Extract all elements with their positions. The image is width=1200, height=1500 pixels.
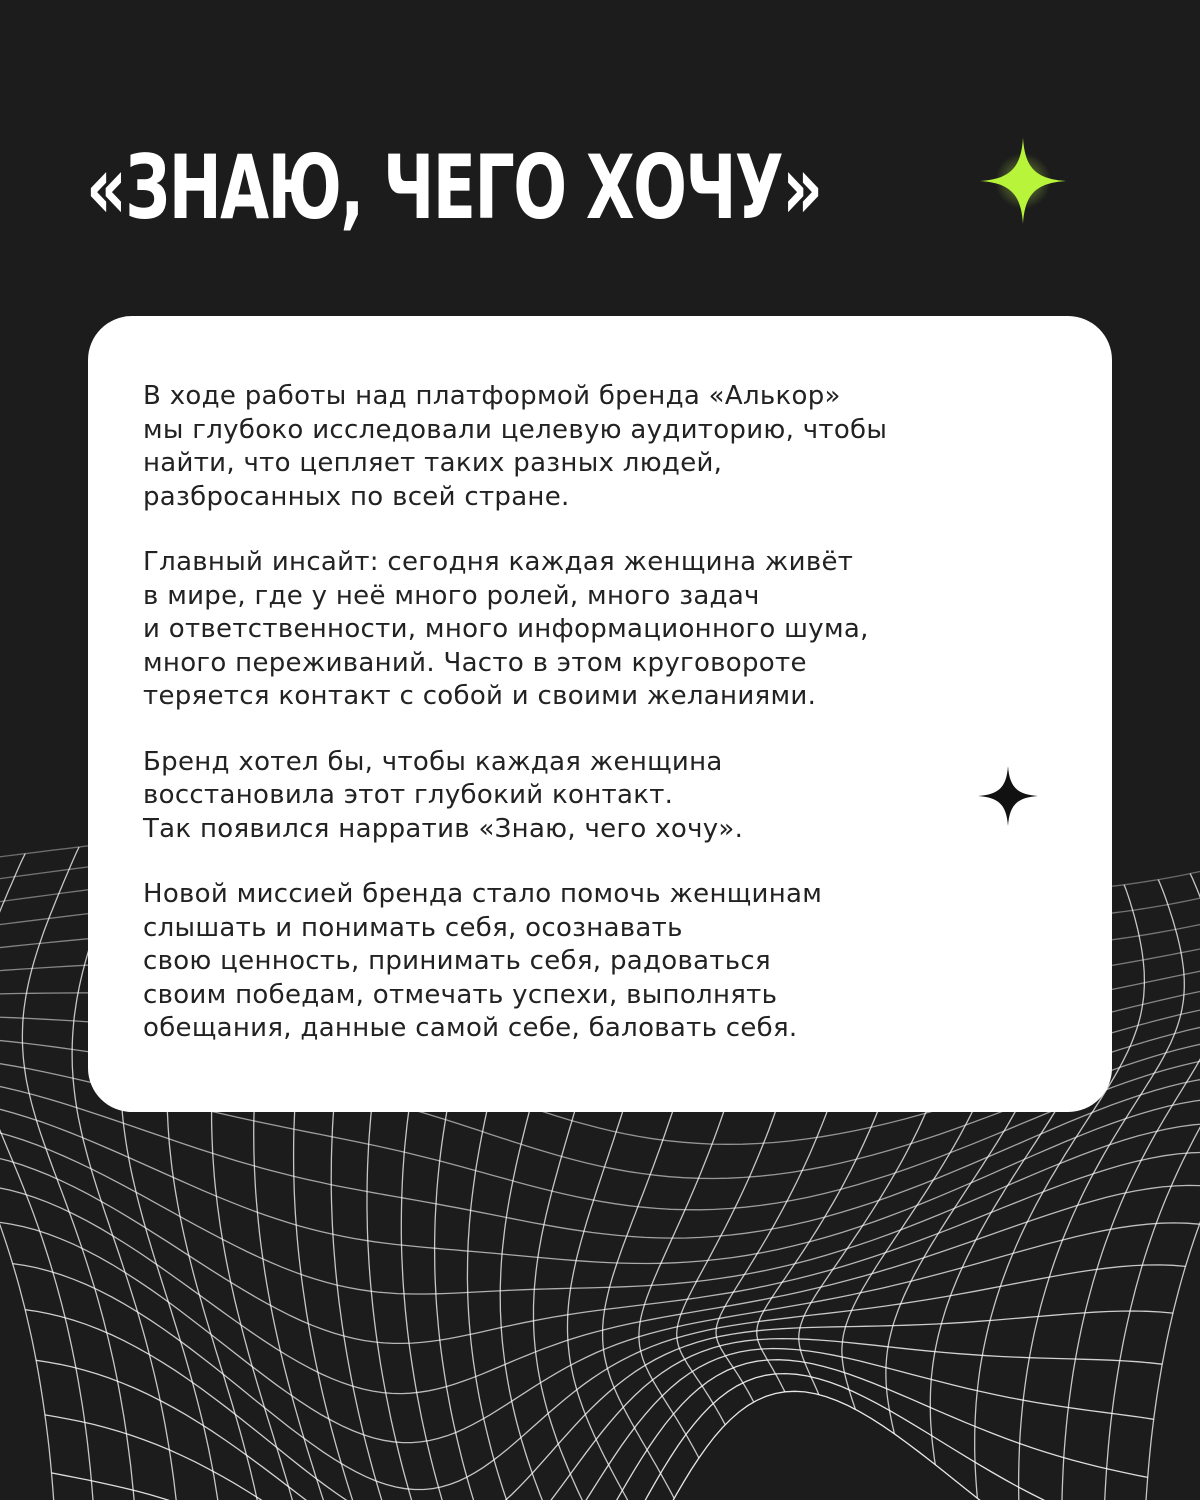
text-line: слышать и понимать себя, осознавать	[143, 912, 683, 943]
text-line: свою ценность, принимать себя, радоваться	[143, 946, 771, 976]
paragraph	[143, 546, 1072, 714]
text-line: разбросанных по всей стране.	[143, 481, 570, 512]
text-line: В ходе работы над платформой бренда «Алькор»	[143, 381, 841, 411]
text-line: обещания, данные самой себе, баловать себя.	[143, 1013, 798, 1043]
sparkle-green-icon	[978, 136, 1068, 226]
text-line: найти, что цепляет таких разных людей,	[143, 448, 723, 478]
text-line: своим победам, отмечать успехи, выполнять	[143, 979, 778, 1010]
paragraph	[143, 878, 1072, 1046]
text-line: Так появился нарратив «Знаю, чего хочу».	[143, 813, 744, 844]
text-line: Новой миссией бренда стало помочь женщинам	[143, 879, 823, 909]
paragraph	[143, 380, 1072, 514]
sparkle-dark-icon	[978, 766, 1038, 826]
card-text	[143, 380, 1072, 1046]
text-line: восстановила этот глубокий контакт.	[143, 780, 674, 810]
text-line: мы глубоко исследовали целевую аудиторию, чтобы	[143, 414, 888, 445]
text-line: много переживаний. Часто в этом круговороте	[143, 647, 807, 678]
text-line: и ответственности, много информационного шума,	[143, 614, 869, 644]
text-line: Главный инсайт: сегодня каждая женщина живёт	[143, 547, 854, 577]
paragraph	[143, 746, 1072, 847]
headline: «ЗНАЮ, ЧЕГО ХОЧУ»	[86, 136, 822, 239]
text-line: Бренд хотел бы, чтобы каждая женщина	[143, 746, 723, 777]
text-card	[88, 316, 1112, 1112]
text-line: теряется контакт с собой и своими желаниями.	[143, 681, 817, 711]
text-line: в мире, где у неё много ролей, много задач	[143, 580, 760, 611]
